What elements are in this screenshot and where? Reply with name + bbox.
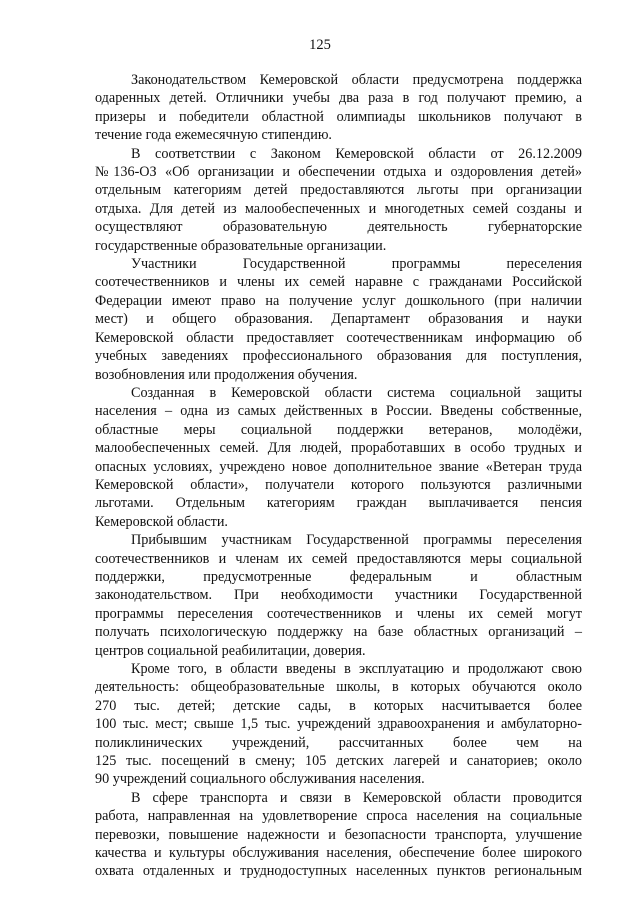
paragraph-children-recreation-law (95, 145, 582, 255)
text-line: малообеспеченных семей. Для людей, проработавших в особо трудных и (95, 440, 582, 457)
text-line: соотечественников и членам их семей предоставляются меры социальной (95, 550, 582, 567)
text-line: Кемеровской области предоставляет соотечественникам информацию об (95, 329, 582, 346)
text-line: государственные образовательные организации. (95, 237, 387, 254)
text-line: населения – одна из самых действенных в России. Введены собственные, (95, 403, 582, 420)
paragraph-gifted-children (95, 71, 582, 145)
text-line: областные меры социальной поддержки ветеранов, молодёжи, (95, 421, 582, 438)
text-line: поддержки, предусмотренные федеральным и областным (95, 568, 582, 585)
text-line: одаренных детей. Отличники учебы два раза в год получают премию, а (95, 90, 582, 107)
text-line: №136-ОЗ «Об организации и обеспечении отдыха и оздоровления детей» (95, 164, 582, 181)
text-line: В соответствии с Законом Кемеровской области от 26.12.2009 (131, 145, 582, 162)
text-line: учебных заведениях профессионального образования для поступления, (95, 348, 582, 365)
text-line: 270 тыс. детей; детские сады, в которых насчитывается более (95, 697, 582, 714)
paragraph-social-protection (95, 384, 582, 531)
page-number: 125 (309, 37, 331, 53)
text-line: деятельность: общеобразовательные школы, в которых обучаются около (95, 679, 582, 696)
text-line: Кроме того, в области введены в эксплуатацию и продолжают свою (131, 661, 582, 677)
text-line: получать психологическую поддержку на базе областных организаций – (95, 624, 582, 641)
text-line: перевозки, повышение надежности и безопасности транспорта, улучшение (95, 826, 582, 843)
text-line: мест) и общего образования. Департамент образования и науки (95, 311, 582, 328)
text-line: 125 тыс. посещений в смену; 105 детских лагерей и санаториев; около (95, 753, 582, 770)
text-line: центров социальной реабилитации, доверия. (95, 642, 366, 659)
text-line: отдыха. Для детей из малообеспеченных и многодетных семей созданы и (95, 200, 582, 217)
text-line: Участники Государственной программы переселения (131, 256, 582, 273)
text-line: качества и культуры обслуживания населения, обеспечение более широкого (95, 845, 582, 862)
text-line: 100 тыс. мест; свыше 1,5 тыс. учреждений здравоохранения и амбулаторно- (95, 716, 582, 733)
paragraph-compatriots-support (95, 531, 582, 660)
text-line: осуществляют образовательную деятельность губернаторские (95, 219, 582, 236)
text-line: законодательством. При необходимости участники Государственной (95, 587, 582, 604)
text-line: В сфере транспорта и связи в Кемеровской области проводится (131, 789, 582, 806)
paragraph-transport (95, 789, 582, 881)
text-line: Федерации имеют право на получение услуг дошкольного (при наличии (95, 292, 582, 309)
text-line: поликлинических учреждений, рассчитанных более чем на (95, 734, 582, 751)
text-line: течение года ежемесячную стипендию. (95, 127, 332, 144)
paragraph-compatriots-education (95, 255, 582, 384)
text-line: призеры и победители областной олимпиады школьников получают в (95, 108, 582, 125)
text-line: Прибывшим участникам Государственной программы переселения (131, 532, 582, 549)
text-line: отдельным категориям детей предоставляются льготы при организации (95, 182, 582, 199)
text-line: программы переселения соотечественников и члены их семей могут (95, 605, 582, 622)
text-line: Созданная в Кемеровской области система социальной защиты (131, 384, 582, 401)
text-line: возобновления или продолжения обучения. (95, 366, 358, 383)
text-line: опасных условиях, учреждено новое дополнительное звание «Ветеран труда (95, 458, 582, 475)
paragraph-infrastructure (95, 660, 582, 789)
text-line: 90 учреждений социального обслуживания населения. (95, 771, 425, 788)
text-line: охвата отдаленных и труднодоступных населенных пунктов региональным (95, 863, 582, 880)
text-line: Кемеровской области», получатели которого пользуются различными (95, 476, 582, 493)
text-line: работа, направленная на удовлетворение спроса населения на социальные (95, 808, 582, 825)
text-line: Законодательством Кемеровской области предусмотрена поддержка (131, 72, 582, 88)
text-line: льготами. Отдельным категориям граждан выплачивается пенсия (95, 495, 582, 512)
text-line: Кемеровской области. (95, 513, 228, 530)
document-body (95, 71, 582, 881)
text-line: соотечественников и члены их семей наравне с гражданами Российской (95, 274, 582, 291)
